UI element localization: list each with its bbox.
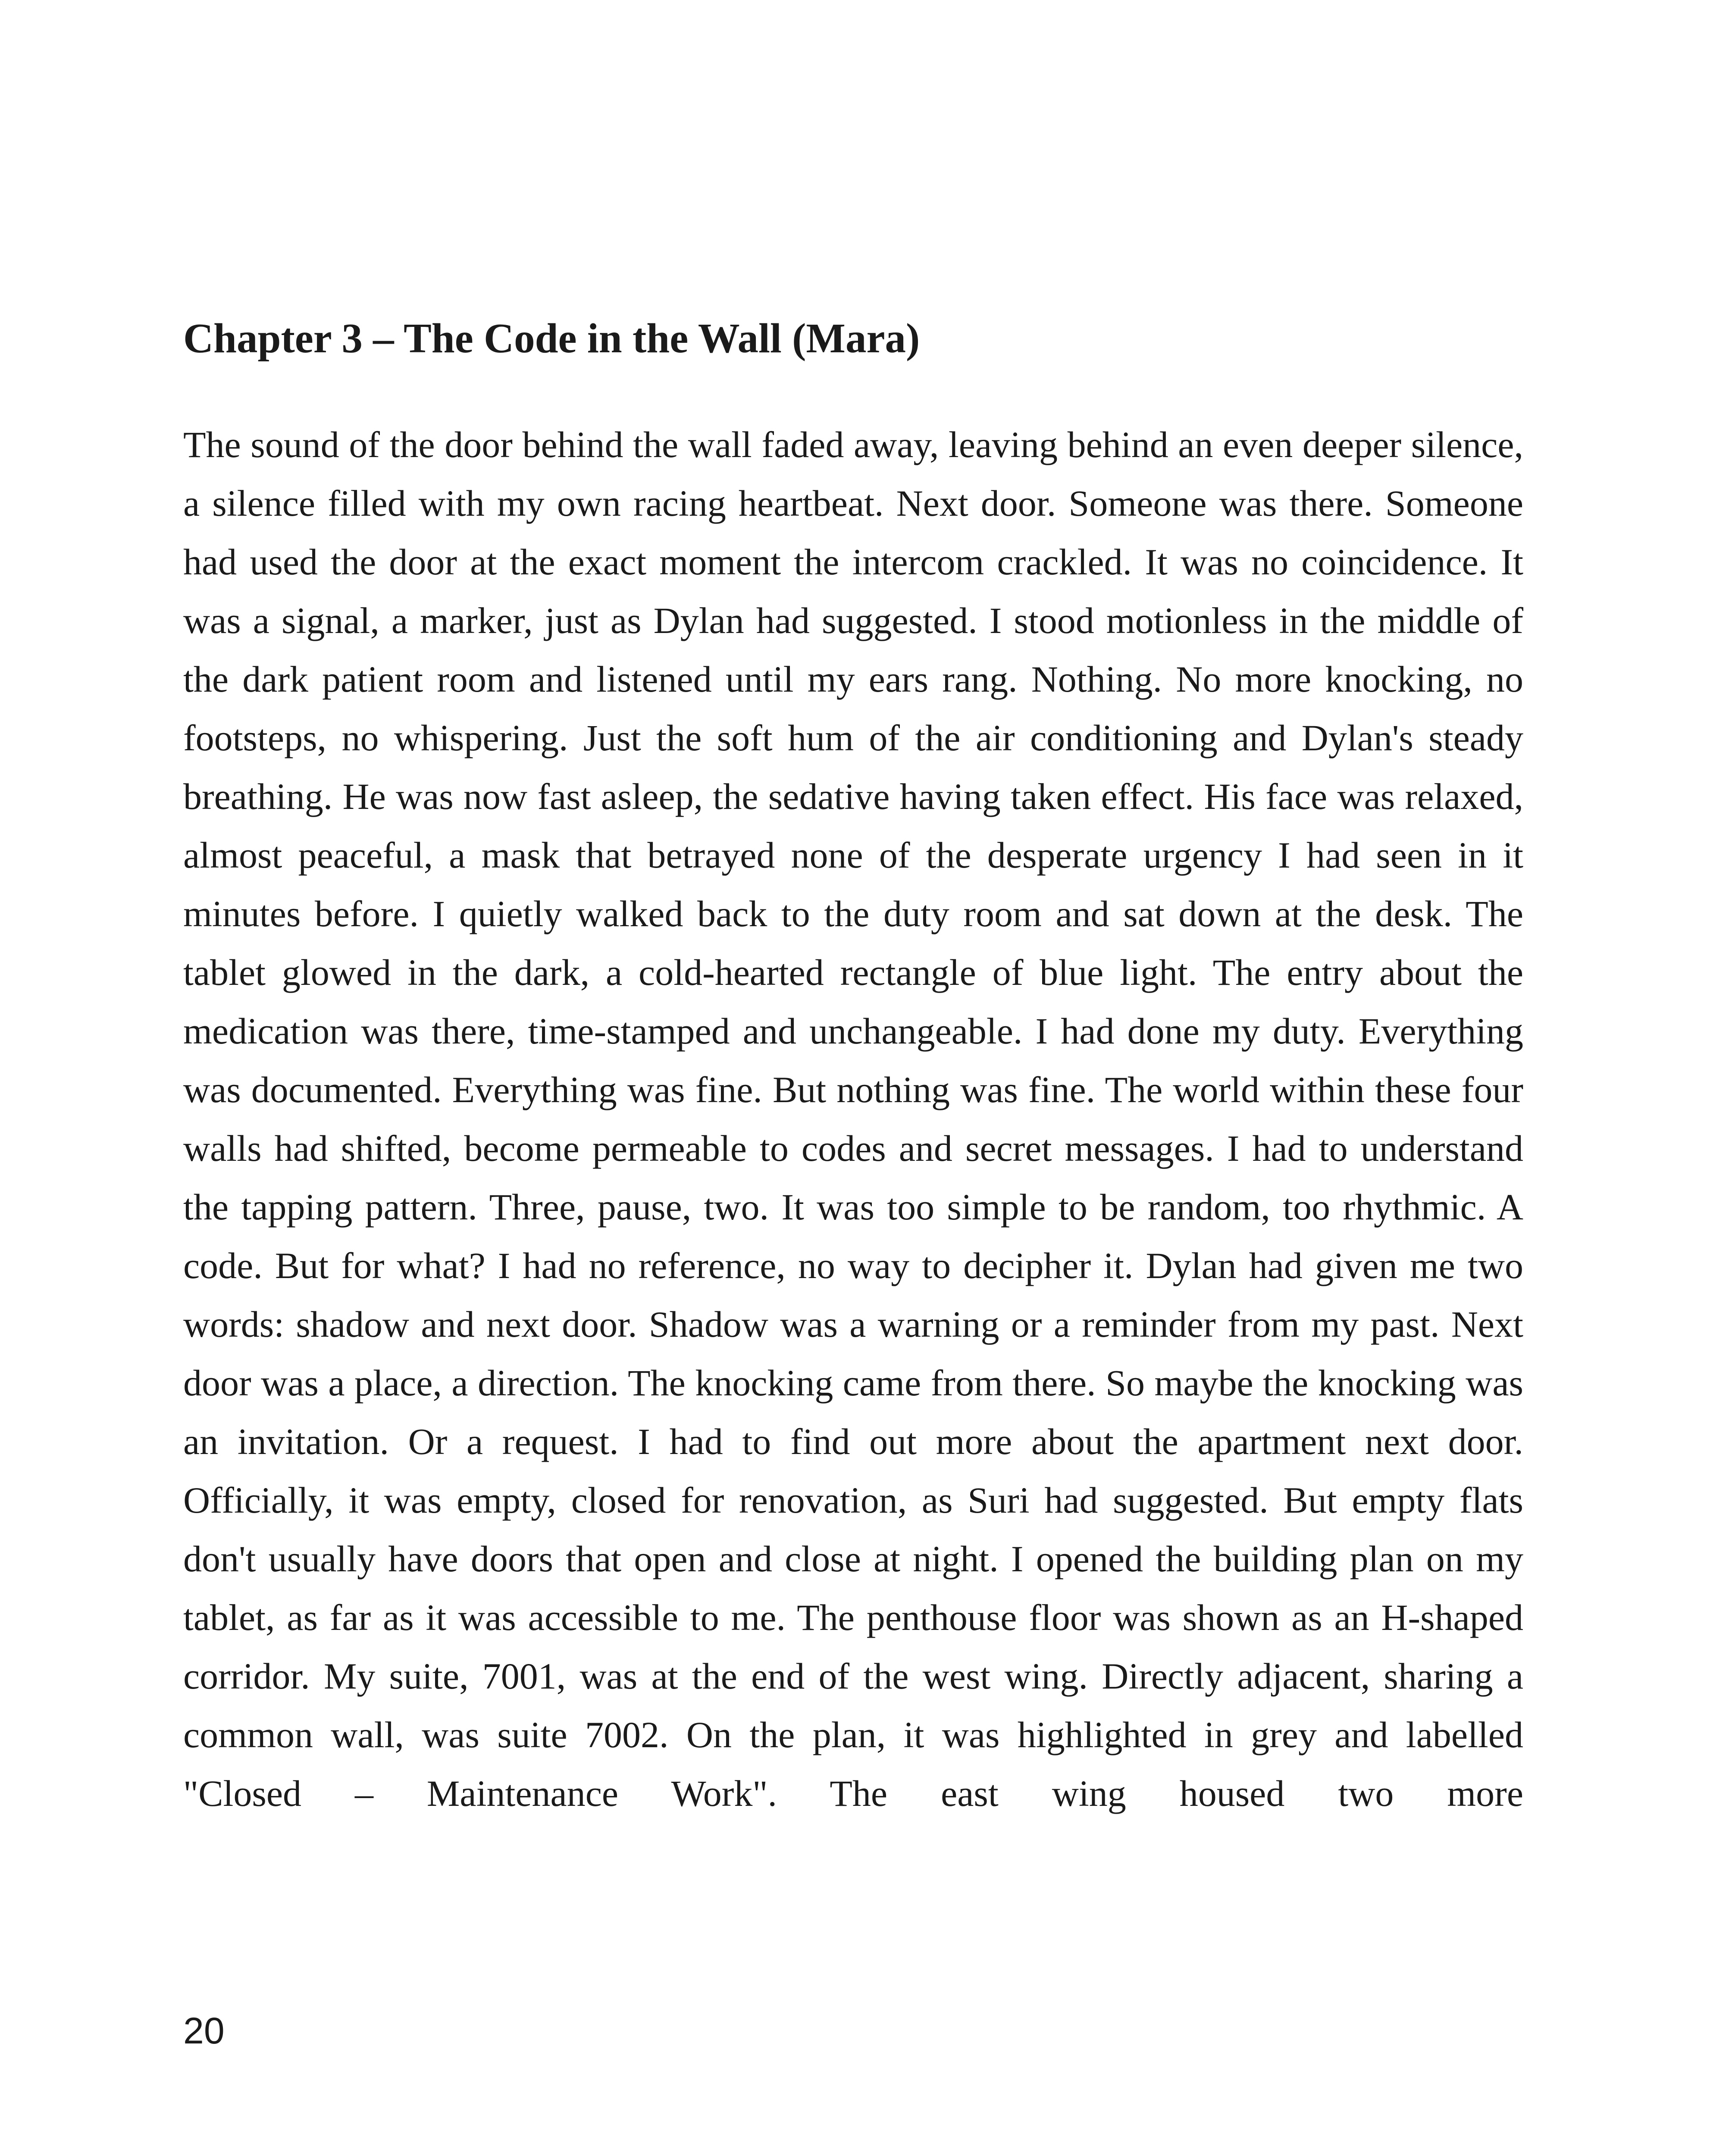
page-number: 20	[183, 2010, 225, 2052]
chapter-title: Chapter 3 – The Code in the Wall (Mara)	[183, 315, 920, 361]
body-paragraph: The sound of the door behind the wall faded away, leaving behind an even deeper silence, a silence filled with my own racing heartbeat. Next door. Someone was there. Someone had used the door at the exact moment the intercom crackled. It was no coincidence. It was a signal, a marker, just as Dylan had suggested. I stood motionless in the middle of the dark patient room and listened until my ears rang. Nothing. No more knocking, no footsteps, no whispering. Just the soft hum of the air conditioning and Dylan's steady breathing. He was now fast asleep, the sedative having taken effect. His face was relaxed, almost peaceful, a mask that betrayed none of the desperate urgency I had seen in it minutes before. I quietly walked back to the duty room and sat down at the desk. The tablet glowed in the dark, a cold-hearted rectangle of blue light. The entry about the medication was there, time-stamped and unchangeable. I had done my duty. Everything was documented. Everything was fine. But nothing was fine. The world within these four walls had shifted, become permeable to codes and secret messages. I had to understand the tapping pattern. Three, pause, two. It was too simple to be random, too rhythmic. A code. But for what? I had no reference, no way to decipher it. Dylan had given me two words: shadow and next door. Shadow was a warning or a reminder from my past. Next door was a place, a direction. The knocking came from there. So maybe the knocking was an invitation. Or a request. I had to find out more about the apartment next door. Officially, it was empty, closed for renovation, as Suri had suggested. But empty flats don't usually have doors that open and close at night. I opened the building plan on my tablet, as far as it was accessible to me. The penthouse floor was shown as an H-shaped corridor. My suite, 7001, was at the end of the west wing. Directly adjacent, sharing a common wall, was suite 7002. On the plan, it was highlighted in grey and labelled "Closed – Maintenance Work". The east wing housed two more	[183, 424, 1523, 1814]
